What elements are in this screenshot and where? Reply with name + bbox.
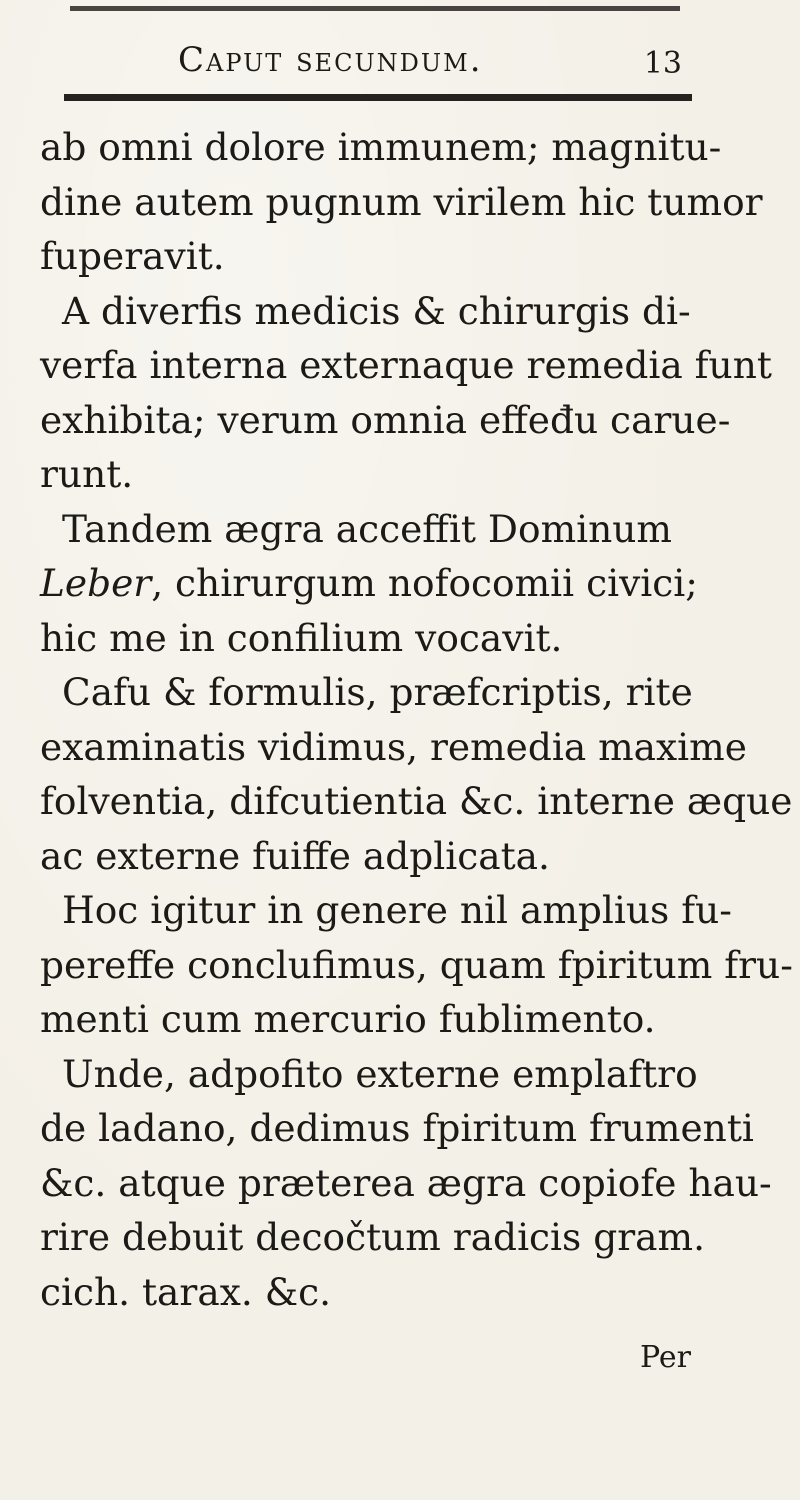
- text-line: cich. tarax. &c.: [40, 1269, 331, 1314]
- body-text: [40, 120, 793, 1319]
- text-line: Hoc igitur in genere nil amplius fu-: [62, 888, 732, 932]
- text-line: ac externe fuiffe adplicata.: [40, 833, 550, 878]
- text-line: ab omni dolore immunem; magnitu-: [40, 125, 722, 169]
- text-line: Unde, adpofito externe emplaftro: [62, 1051, 698, 1096]
- text-line: folventia, difcutientia &c. interne æque: [40, 779, 793, 823]
- text-line: pereffe conclufimus, quam fpiritum fru-: [40, 942, 793, 987]
- text-line: menti cum mercurio fublimento.: [40, 997, 656, 1041]
- header-rule: [64, 94, 692, 101]
- text-line: examinatis vidimus, remedia maxime: [40, 724, 747, 769]
- text-line: dine autem pugnum virilem hic tumor: [40, 179, 763, 224]
- text-line: Cafu & formulis, præfcriptis, rite: [62, 670, 693, 714]
- page-number: 13: [643, 46, 682, 81]
- chapter-title: Caput secundum.: [178, 40, 483, 80]
- text-line: de ladano, dedimus fpiritum frumenti: [40, 1106, 754, 1150]
- surname-italic: Leber: [40, 561, 152, 605]
- text-line: fuperavit.: [40, 234, 225, 278]
- text-line: A diverfis medicis & chirurgis di-: [62, 288, 691, 333]
- text-line-mixed: [40, 556, 700, 611]
- text-line-rest: , chirurgum nofocomii civici;: [151, 561, 698, 605]
- text-line: runt.: [40, 452, 134, 496]
- text-line: rire debuit decočtum radicis gram.: [40, 1215, 705, 1259]
- text-line: verfa interna externaque remedia funt: [40, 343, 772, 387]
- text-line: Tandem ægra acceffit Dominum: [62, 506, 672, 551]
- top-edge-rule: [70, 6, 680, 11]
- text-line: hic me in confilium vocavit.: [40, 615, 563, 660]
- text-line: &c. atque præterea ægra copiofe hau-: [40, 1160, 772, 1205]
- text-line: exhibita; verum omnia effeđu carue-: [40, 397, 731, 442]
- catchword: Per: [640, 1340, 691, 1375]
- running-head: [150, 36, 690, 84]
